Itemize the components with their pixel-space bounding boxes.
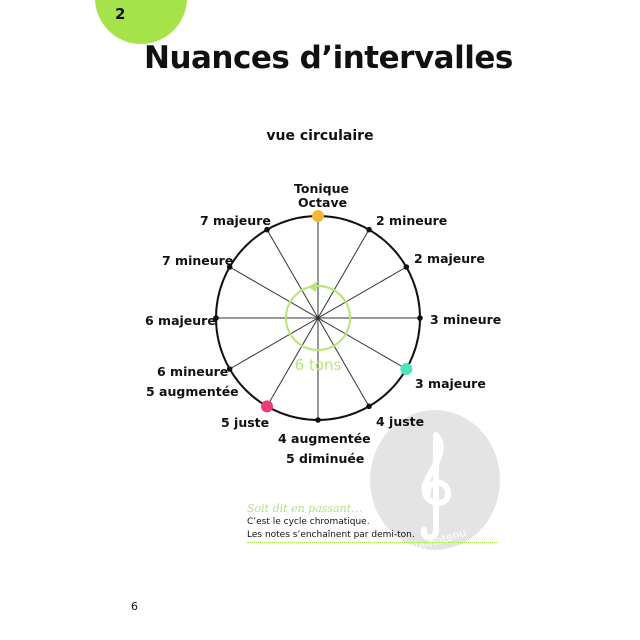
center-arrow-head [308,281,318,292]
center-arrow-arc [318,286,345,301]
label-6-mineure: 6 mineure [157,364,229,379]
aside-divider [247,542,497,543]
highlight-point-4 [400,363,412,375]
highlight-point-7 [261,400,273,412]
watermark-text: elle-notenu [404,525,468,558]
aside-line-2: Les notes s’enchaînent par demi-ton. [247,530,415,540]
section-subtitle: vue circulaire [266,128,374,144]
circle-point-2 [404,264,410,270]
circle-spokes [216,216,420,420]
label-7-majeure: 7 majeure [200,213,271,228]
label-3-mineure: 3 mineure [430,312,502,327]
label-tonique: Tonique [294,181,349,196]
label-4-augmentee: 4 augmentée [278,431,371,446]
page-number: 6 [131,600,138,613]
label-3-majeure: 3 majeure [415,376,486,391]
chapter-number: 2 [115,5,126,23]
highlight-point-0 [312,210,324,222]
aside-line-1: C’est le cycle chromatique. [247,517,370,527]
aside-title: Soit dit en passant… [247,502,363,515]
center-label: 6 tons [294,356,342,374]
page-title: Nuances d’intervalles [144,40,513,76]
label-4-juste: 4 juste [376,414,425,429]
label-2-mineure: 2 mineure [376,213,448,228]
label-5-juste: 5 juste [221,415,270,430]
circle-point-1 [366,227,372,233]
circle-point-5 [366,404,372,410]
label-5-augmentee: 5 augmentée [146,384,239,399]
label-7-mineure: 7 mineure [162,253,234,268]
circle-point-3 [417,315,423,321]
label-5-diminuee: 5 diminuée [286,451,365,466]
label-2-majeure: 2 majeure [414,251,485,266]
label-octave: Octave [298,195,348,210]
label-6-majeure: 6 majeure [145,313,216,328]
circle-point-6 [315,417,321,423]
